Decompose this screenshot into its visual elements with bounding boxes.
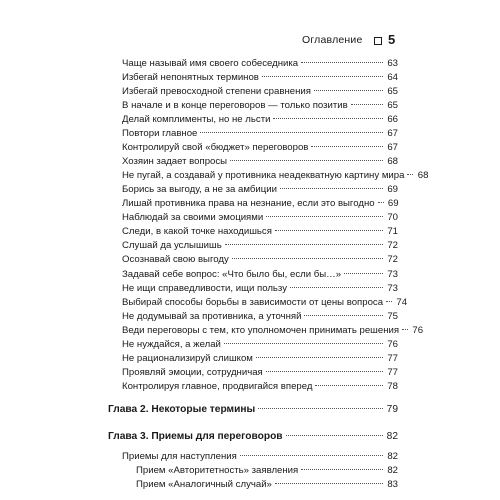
entry-title: Хозяин задает вопросы [122,156,228,168]
entry-page-number: 83 [387,478,398,490]
toc-entry[interactable] [122,225,398,239]
toc-entry[interactable] [136,464,398,478]
entry-title: Не пугай, а создавай у противника неадекватную картину мира [122,170,405,182]
dot-leader [314,90,383,91]
dot-leader [301,469,383,470]
entry-page-number: 72 [387,240,398,252]
entry-title: Лишай противника права на незнание, если это выгодно [122,198,375,210]
entry-title: Задавай себе вопрос: «Что было бы, если бы…» [122,268,342,280]
toc-entry[interactable] [122,71,398,85]
dot-leader [378,202,384,203]
entry-title: Слушай да услышишь [122,240,222,252]
entry-page-number: 67 [387,142,398,154]
entry-page-number: 78 [387,380,398,392]
dot-leader [304,315,383,316]
dot-leader [301,62,383,63]
entry-title: Контролируя главное, продвигайся вперед [122,380,313,392]
entry-title: Не нуждайся, а желай [122,338,221,350]
dot-leader [230,160,383,161]
header-title: Оглавление [302,34,363,46]
entry-page-number: 65 [387,100,398,112]
toc-entry[interactable] [136,478,398,492]
toc-entry[interactable] [122,197,398,211]
dot-leader [225,244,383,245]
dot-leader [407,174,413,175]
dot-leader [256,357,383,358]
toc-entry[interactable] [122,324,424,338]
entry-title: Глава 2. Некоторые термины [108,403,256,415]
dot-leader [286,435,383,436]
entry-page-number: 70 [387,212,398,224]
entry-title: Контролируй свой «бюджет» переговоров [122,142,309,154]
dot-leader [344,273,383,274]
toc-section-entry[interactable] [122,450,398,464]
toc-entry[interactable] [122,127,398,141]
dot-leader [402,329,408,330]
dot-leader [266,216,383,217]
toc-entry[interactable] [122,366,398,380]
dot-leader [275,230,383,231]
entry-page-number: 82 [386,431,398,443]
entry-page-number: 76 [387,338,398,350]
entry-page-number: 79 [386,403,398,415]
entry-page-number: 68 [417,170,429,182]
entry-title: Осознавай свою выгоду [122,254,229,266]
dot-leader [386,301,392,302]
entry-title: Чаще называй имя своего собеседника [122,58,299,69]
toc-entry[interactable] [122,296,408,310]
entry-page-number: 76 [412,324,424,336]
dot-leader [224,343,383,344]
toc-entry[interactable] [122,57,398,71]
toc-entry[interactable] [122,380,398,394]
entry-page-number: 77 [387,352,398,364]
entry-page-number: 69 [387,198,399,210]
dot-leader [311,146,383,147]
page-number: 5 [388,32,396,47]
toc-entry[interactable] [122,268,398,282]
dot-leader [290,287,383,288]
toc-chapter-entry[interactable] [108,430,398,444]
entry-title: Проявляй эмоции, сотрудничая [122,366,263,378]
entry-page-number: 82 [387,464,398,476]
entry-title: Избегай превосходной степени сравнения [122,86,311,98]
toc-entry[interactable] [122,253,398,267]
entry-title: Прием «Авторитетность» заявления [136,464,299,476]
entry-page-number: 75 [387,310,398,322]
toc-entry[interactable] [122,113,398,127]
entry-page-number: 63 [387,58,398,69]
dot-leader [275,483,383,484]
entry-title: Выбирай способы борьбы в зависимости от цены вопроса [122,296,384,308]
entry-title: Не додумывай за противника, а уточняй [122,310,302,322]
entry-page-number: 77 [387,366,398,378]
entry-title: Избегай непонятных терминов [122,72,259,84]
entry-page-number: 71 [387,226,398,238]
toc-chapter-entry[interactable] [108,403,398,417]
toc-entry[interactable] [122,183,398,197]
toc-entry[interactable] [122,141,398,155]
entry-title: Повтори главное [122,128,198,140]
dot-leader [232,258,383,259]
entry-page-number: 68 [387,156,398,168]
entry-title: Приемы для наступления [122,450,237,462]
toc-entry[interactable] [122,352,398,366]
dot-leader [266,371,383,372]
entry-title: Наблюдай за своими эмоциями [122,212,264,224]
toc-entry[interactable] [122,85,398,99]
entry-page-number: 67 [387,128,398,140]
entry-page-number: 74 [396,296,408,308]
entry-title: В начале и в конце переговоров — только позитив [122,100,348,112]
entry-page-number: 64 [387,72,398,84]
entry-title: Следи, в какой точке находишься [122,226,272,238]
entry-page-number: 65 [387,86,398,98]
dot-leader [273,118,383,119]
toc-entry[interactable] [122,239,398,253]
entry-page-number: 72 [387,254,398,266]
entry-title: Делай комплименты, но не льсти [122,114,271,126]
entry-title: Не рационализируй слишком [122,352,253,364]
entry-title: Прием «Аналогичный случай» [136,478,272,490]
entry-title: Глава 3. Приемы для переговоров [108,431,283,443]
dot-leader [280,188,383,189]
entry-title: Веди переговоры с тем, кто уполномочен принимать решения [122,324,400,336]
dot-leader [240,455,383,456]
dot-leader [351,104,383,105]
entry-page-number: 66 [387,114,398,126]
dot-leader [200,132,383,133]
entry-page-number: 73 [387,268,398,280]
dot-leader [315,385,383,386]
entry-page-number: 73 [387,282,398,294]
entry-page-number: 82 [387,450,398,462]
toc-entry[interactable] [122,99,398,113]
toc-entry[interactable] [122,338,398,352]
toc-entry[interactable] [122,282,398,296]
entry-page-number: 69 [387,184,398,196]
toc-entry[interactable] [122,169,429,183]
toc-entry[interactable] [122,310,398,324]
toc-entry[interactable] [122,155,398,169]
entry-title: Борись за выгоду, а не за амбиции [122,184,277,196]
toc-entry[interactable] [122,211,398,225]
dot-leader [262,76,383,77]
entry-title: Не ищи справедливости, ищи пользу [122,282,288,294]
dot-leader [258,408,383,409]
